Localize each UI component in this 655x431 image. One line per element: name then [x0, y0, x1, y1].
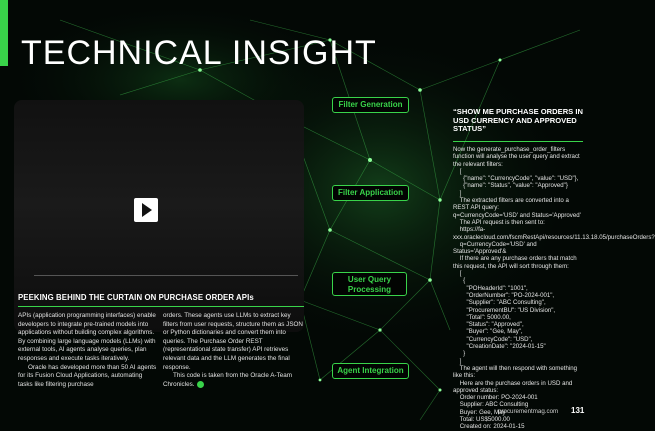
tag-user-query-processing: User Query Processing: [332, 272, 407, 296]
panel-heading: “SHOW ME PURCHASE ORDERS IN USD CURRENCY AND APPROVED STATUS”: [453, 107, 583, 134]
video-progress-track[interactable]: [34, 275, 298, 276]
tag-filter-application: Filter Application: [332, 185, 409, 201]
article-paragraph: orders. These agents use LLMs to extract key filters from user requests, structure them as JSON or Python dictionaries and convert them into queries. The Purchase Order REST (representational state transfer) API retrieves relevant data and the LLM generates the final response.: [163, 312, 303, 371]
footer-site[interactable]: procurementmag.com: [498, 408, 559, 415]
tag-filter-generation: Filter Generation: [332, 97, 409, 113]
play-icon[interactable]: [134, 198, 158, 222]
accent-bar: [0, 0, 8, 66]
heading-divider: [18, 306, 304, 307]
panel-divider: [453, 141, 583, 142]
article-paragraph: Oracle has developed more than 50 AI agents for its Fusion Cloud Applications, automating tasks like filtering purchase: [18, 363, 157, 388]
end-mark-icon: [197, 381, 204, 388]
article-column-1: [18, 312, 158, 389]
code-walkthrough: Now the generate_purchase_order_filters function will analyse the user query and extract the relevant filters: [ {"name": "CurrencyCode", "value": "USD"}, {"name": "Status", "value": "Approved"} ] The extracted filters are converted into a REST API query: q=CurrencyCode='USD' and Status='Approved' The API request is then sent to: https://fa-xxx.oraclecloud.com/fscmRestApi/resources/11.13.18.05/purchaseOrders? q=CurrencyCode='USD' and Status='Approved'& If there are any purchase orders that match this request, the API will sort through them: [ { "POHeaderId": "1001", "OrderNumber": "PO-2024-001", "Supplier": "ABC Consulting", "ProcurementBU": "US Division", "Total": 5000.00, "Status": "Approved", "Buyer": "Gee, May", "CurrencyCode": "USD", "CreationDate": "2024-01-15" } ] The agent will then respond with something like this: Here are the purchase orders in USD and approved status: Order number: PO-2024-001 Supplier: ABC Consulting Buyer: Gee, May Total: US$5000.00 Created on: 2024-01-15: [453, 146, 655, 431]
article-column-2: [163, 312, 303, 390]
page-title: TECHNICAL INSIGHT: [21, 34, 377, 72]
page-number: 131: [571, 406, 585, 415]
article-paragraph: [163, 372, 303, 389]
tag-agent-integration: Agent Integration: [332, 363, 409, 379]
article-paragraph: APIs (application programming interfaces) enable developers to integrate pre-trained models into applications without building complex algorithms. By combining large language models (LLMs) with external tools, AI agents analyse queries, plan responses and execute tasks iteratively.: [18, 312, 156, 362]
article-heading: PEEKING BEHIND THE CURTAIN ON PURCHASE ORDER APIs: [18, 293, 254, 302]
source-note: This code is taken from the Oracle A-Team Chronicles.: [163, 372, 292, 388]
